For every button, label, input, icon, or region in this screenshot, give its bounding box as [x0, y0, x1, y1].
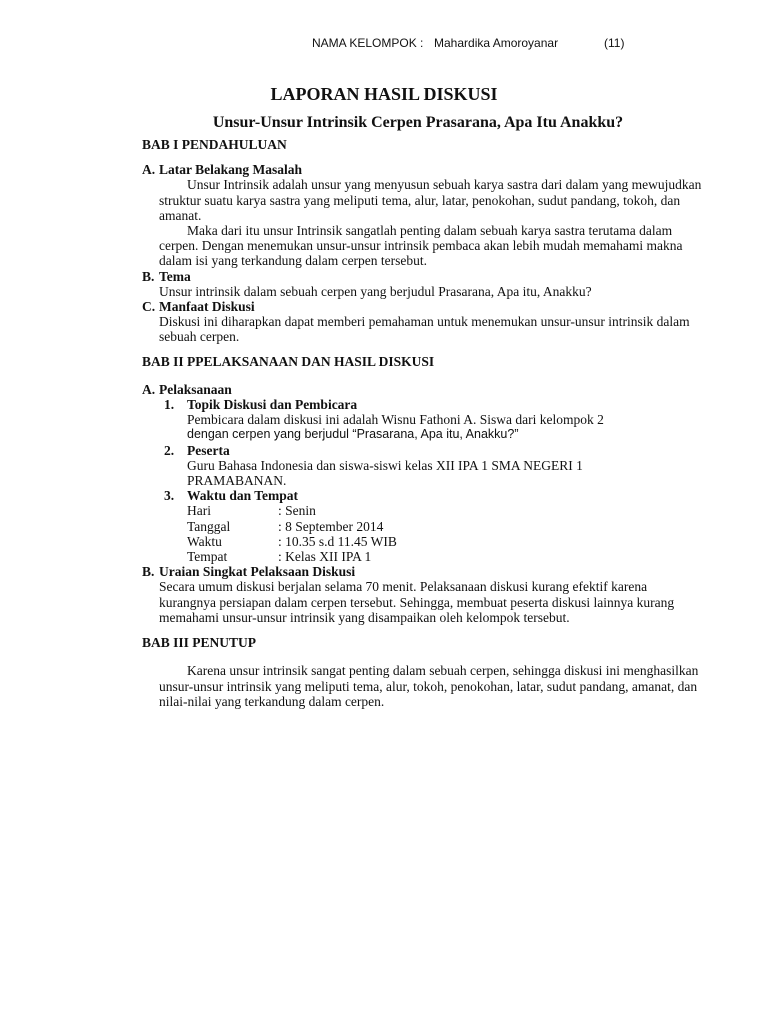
- group-number: (11): [604, 36, 625, 50]
- schedule-row: [187, 503, 702, 518]
- bab2-item-2-key: 2.: [164, 442, 175, 458]
- bab2-item-2-title: Peserta: [187, 442, 230, 458]
- bab2-b-key: B.: [142, 564, 155, 580]
- schedule-value: : Kelas XII IPA 1: [278, 549, 372, 565]
- bab2-item-1-key: 1.: [164, 397, 175, 413]
- schedule-row: [187, 534, 702, 549]
- schedule-label: Tanggal: [187, 518, 231, 534]
- bab3-heading: BAB III PENUTUP: [142, 635, 257, 651]
- bab3-paragraph: Karena unsur intrinsik sangat penting dalam sebuah cerpen, sehingga diskusi ini menghasilkan unsur-unsur intrinsik yang meliputi tema, alur, tokoh, penokohan, latar, sudut pandang, amanat, dan nilai-nilai yang terkandung dalam cerpen.: [159, 663, 699, 709]
- bab1-c-paragraph: Diskusi ini diharapkan dapat memberi pemahaman untuk menemukan unsur-unsur intrinsik dalam sebuah cerpen.: [159, 314, 690, 345]
- schedule-value: : 8 September 2014: [278, 518, 384, 534]
- bab1-c-title: Manfaat Diskusi: [159, 299, 255, 315]
- bab2-item-1-title: Topik Diskusi dan Pembicara: [187, 397, 358, 413]
- bab1-section-a: [142, 162, 702, 177]
- report-title: LAPORAN HASIL DISKUSI: [270, 84, 498, 104]
- bab2-item-3-title: Waktu dan Tempat: [187, 488, 299, 504]
- bab2-item-2-paragraph: Guru Bahasa Indonesia dan siswa-siswi kelas XII IPA 1 SMA NEGERI 1 PRAMABANAN.: [187, 457, 583, 489]
- bab2-item-2: [164, 443, 702, 458]
- schedule-value: : 10.35 s.d 11.45 WIB: [278, 533, 397, 549]
- report-body: [142, 137, 702, 709]
- bab2-section-b: [142, 564, 702, 579]
- bab1-section-c: [142, 299, 702, 314]
- bab2-heading: BAB II PPELAKSANAAN DAN HASIL DISKUSI: [142, 353, 435, 369]
- report-subtitle: Unsur-Unsur Intrinsik Cerpen Prasarana, Apa Itu Anakku?: [212, 114, 624, 131]
- bab2-item-1-line-2: dengan cerpen yang berjudul “Prasarana, Apa itu, Anakku?”: [187, 427, 519, 442]
- bab2-item-3: [164, 488, 702, 503]
- schedule-table: [187, 503, 702, 564]
- group-name: Mahardika Amoroyanar: [434, 36, 559, 50]
- bab2-b-title: Uraian Singkat Pelaksaan Diskusi: [159, 564, 356, 580]
- schedule-label: Hari: [187, 503, 211, 519]
- bab1-section-b: [142, 269, 702, 284]
- schedule-label: Waktu: [187, 533, 222, 549]
- bab1-heading: BAB I PENDAHULUAN: [142, 137, 287, 152]
- bab1-a-key: A.: [142, 162, 156, 178]
- bab2-section-a: [142, 382, 702, 397]
- bab1-b-title: Tema: [159, 268, 191, 284]
- bab1-c-key: C.: [142, 299, 156, 315]
- group-header: [312, 36, 624, 50]
- bab2-item-1: [164, 397, 702, 412]
- bab1-a-title: Latar Belakang Masalah: [159, 162, 303, 178]
- group-label: NAMA KELOMPOK :: [312, 36, 424, 50]
- bab1-b-key: B.: [142, 268, 155, 284]
- bab2-item-1-line-1: Pembicara dalam diskusi ini adalah Wisnu Fathoni A. Siswa dari kelompok 2: [187, 412, 604, 428]
- bab1-a-paragraph-1: Unsur Intrinsik adalah unsur yang menyusun sebuah karya sastra dari dalam yang mewujudkan struktur suatu karya sastra yang meliputi tema, alur, latar, penokohan, sudut pandang, tokoh, dan amanat.: [159, 177, 702, 223]
- bab1-b-paragraph: Unsur intrinsik dalam sebuah cerpen yang berjudul Prasarana, Apa itu, Anakku?: [159, 283, 592, 299]
- bab2-b-paragraph: Secara umum diskusi berjalan selama 70 menit. Pelaksanaan diskusi kurang efektif karena kurangnya persiapan dalam cerpen tersebut. Sehingga, membuat peserta diskusi lainnya kurang memahami unsur-unsur intrinsik yang disampaikan oleh kelompok tersebut.: [159, 579, 675, 625]
- schedule-value: : Senin: [278, 503, 316, 519]
- schedule-label: Tempat: [187, 549, 228, 565]
- schedule-row: [187, 549, 702, 564]
- schedule-row: [187, 519, 702, 534]
- bab2-a-title: Pelaksanaan: [159, 381, 232, 397]
- bab2-a-key: A.: [142, 381, 156, 397]
- bab2-item-3-key: 3.: [164, 488, 175, 504]
- bab1-a-paragraph-2: Maka dari itu unsur Intrinsik sangatlah penting dalam sebuah karya sastra terutama dalam cerpen. Dengan menemukan unsur-unsur intrinsik pembaca akan lebih mudah memahami makna dalam isi yang terkandung dalam cerpen tersebut.: [159, 223, 683, 269]
